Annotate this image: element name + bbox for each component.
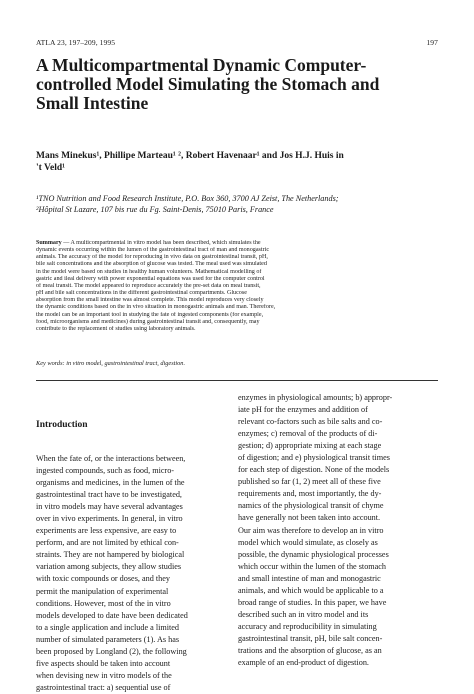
author-line: 't Veld¹ — [36, 163, 65, 173]
keywords: Key words: in vitro model, gastrointestinal tract, digestion. — [36, 360, 186, 367]
body-line: animals, and which would be applicable to a — [238, 585, 384, 595]
body-line: with toxic compounds or doses, and they — [36, 574, 170, 584]
body-line: conditions. However, most of the in vitro — [36, 598, 171, 608]
body-line: of digestion; and e) physiological transit times — [238, 453, 390, 463]
body-line: accuracy and reproducibility in simulating — [238, 621, 377, 631]
body-line: over in vivo experiments. In general, in vitro — [36, 514, 183, 524]
section-heading: Introduction — [36, 420, 88, 430]
abstract-line — [36, 240, 438, 247]
body-line: trations and the absorption of glucose, as an — [238, 645, 382, 655]
body-line: relevant co-factors such as bile salts and co- — [238, 417, 383, 427]
body-line: which occur within the lumen of the stomach — [238, 561, 387, 571]
body-line: model which would simulate, as closely as — [238, 537, 378, 547]
abstract-line: dynamic events occurring within the lumen of the gastrointestinal tract of man and monogastric — [36, 247, 270, 254]
title-line: controlled Model Simulating the Stomach and — [36, 74, 380, 94]
body-line: enzymes; c) removal of the products of di- — [238, 429, 378, 439]
journal-citation: ATLA 23, 197–209, 1995 — [36, 38, 116, 47]
body-line: permit the manipulation of experimental — [36, 586, 169, 596]
body-line: iate pH for the enzymes and addition of — [238, 405, 368, 415]
body-line: When the fate of, or the interactions between, — [36, 454, 186, 463]
abstract-text: — A multicompartmental in vitro model has been described, which simulates the — [61, 240, 261, 246]
abstract-line: food, microorganisms and medicines) during gastrointestinal transit and, consequently, may — [36, 318, 260, 325]
body-line: published so far (1, 2) meet all of these five — [238, 477, 381, 487]
body-line: described such an in vitro model and its — [238, 609, 369, 619]
abstract-line: gastric and ileal delivery with power exponential equations was used for the computer control — [36, 275, 265, 282]
body-line: ingested compounds, such as food, micro- — [36, 466, 175, 476]
body-line: straints. They are not hampered by biological — [36, 550, 185, 560]
abstract-line: in the model were based on studies in healthy human volunteers. Mathematical modelling of — [36, 268, 262, 275]
body-line: five aspects should be taken into account — [36, 658, 171, 668]
abstract-line: pH and bile salt concentrations in the different gastrointestinal compartments. Glucose — [36, 290, 247, 297]
title-line: A Multicompartmental Dynamic Computer- — [36, 55, 367, 75]
abstract-line: contribute to the replacement of studies using laboratory animals. — [36, 325, 196, 332]
body-line: in vitro models may have several advantages — [36, 502, 183, 512]
abstract-line: animals. The accuracy of the model for reproducing in vivo data on gastrointestinal transit, pH, — [36, 254, 268, 261]
body-line: variation among subjects, they allow studies — [36, 562, 182, 572]
body-line: experiments are less expensive, are easy to — [36, 526, 177, 536]
abstract-lead: Summary — [36, 240, 62, 246]
body-line: when devising new in vitro models of the — [36, 670, 172, 680]
body-line: possible, the dynamic physiological processes — [238, 549, 389, 559]
right-column — [238, 392, 438, 669]
title-line: Small Intestine — [36, 93, 149, 113]
body-line: gastrointestinal tract have to be investigated, — [36, 490, 182, 500]
body-line: perform, and are not limited by ethical con- — [36, 538, 179, 548]
body-line: example of an end-product of digestion. — [238, 658, 369, 668]
abstract-line: of meal transit. The model appeared to reproduce accurately the pre-set data on meal transit, — [36, 282, 261, 289]
section-divider — [36, 380, 438, 381]
left-column — [36, 453, 236, 694]
affiliation-line: ²Hôpital St Lazare, 107 bis rue du Fg. Saint-Denis, 75010 Paris, France — [36, 205, 274, 214]
affiliation-line: ¹TNO Nutrition and Food Research Institute, P.O. Box 360, 3700 AJ Zeist, The Netherlands; — [36, 194, 339, 203]
body-line: for each step of digestion. None of the models — [238, 465, 390, 475]
author-list — [36, 150, 446, 174]
body-line: and small intestine of man and monogastric — [238, 573, 381, 583]
body-line: Our aim was therefore to develop an in vitro — [238, 525, 384, 535]
abstract-line: the model can be an important tool in studying the fate of ingested components (for example, — [36, 311, 264, 318]
page-number: 197 — [426, 38, 438, 47]
body-line: requirements and, most importantly, the dy- — [238, 489, 382, 499]
body-line: gestion; d) appropriate mixing at each stage — [238, 441, 382, 451]
body-line: number of simulated parameters (1). As has — [36, 634, 180, 644]
running-header — [36, 38, 438, 47]
abstract — [36, 240, 438, 333]
body-line: been proposed by Longland (2), the following — [36, 646, 187, 656]
body-line: have generally not been taken into account. — [238, 513, 381, 523]
body-line: gastrointestinal tract: a) sequential use of — [36, 682, 171, 692]
abstract-line: bile salt concentrations and the absorption of glucose was tested. The meal used was simulated — [36, 261, 267, 268]
body-line: gastrointestinal transit, pH, bile salt concen- — [238, 633, 383, 643]
body-line: namics of the physiological transit of chyme — [238, 501, 384, 511]
body-line: broad range of studies. In this paper, we have — [238, 597, 387, 607]
body-line: organisms and medicines, in the lumen of the — [36, 478, 185, 488]
author-line: Mans Minekus¹, Phillipe Marteau¹ ², Robert Havenaar¹ and Jos H.J. Huis in — [36, 151, 344, 161]
body-line: to a single application and include a limited — [36, 622, 180, 632]
body-line: enzymes in physiological amounts; b) appropr- — [238, 393, 393, 402]
affiliations — [36, 193, 436, 215]
body-line: models developed to date have been dedicated — [36, 610, 188, 620]
paper-title — [36, 56, 436, 113]
abstract-line: absorption from the small intestine was almost complete. This model reproduces very closely — [36, 297, 264, 304]
abstract-line: the dynamic conditions based on the in vivo situation in monogastric animals and man. Therefore, — [36, 304, 276, 311]
